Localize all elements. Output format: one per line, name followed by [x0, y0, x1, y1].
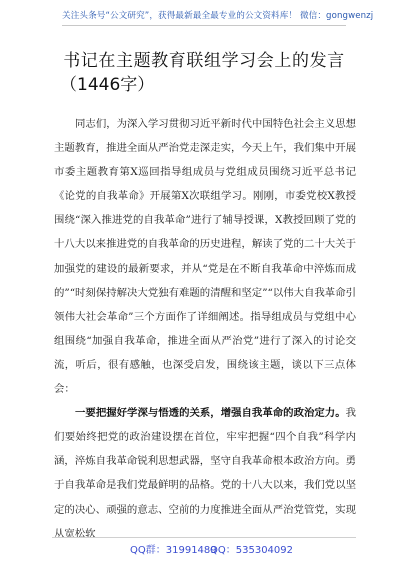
footer-qq-contact: QQ：535304092	[210, 545, 294, 556]
header-banner	[62, 5, 374, 26]
footer-divider	[52, 537, 356, 538]
header-banner-text: 关注头条号“公文研究”，获得最新最全最专业的公文资料库！ 微信：gongwenzj	[62, 11, 374, 21]
section-1-body: 我们要始终把党的政治建设摆在首位，牢牢把握“四个自我”科学内涵，淬炼自我革命锐利思想武器，坚守自我革命根本政治方向。勇于自我革命是我们党最鲜明的品格。党的十八大以来，我们党以坚定的决心、顽强的意志、空前的力度推进全面从严治党管党，实现从宽松软	[54, 407, 356, 540]
opening-paragraph: 同志们，为深入学习贯彻习近平新时代中国特色社会主义思想主题教育，推进全面从严治党走深走实，今天上午，我们集中开展市委主题教育第X巡回指导组成员与党组成员围绕习近平总书记《论党的自我革命》开展第X次联组学习。刚刚，市委党校X教授围绕“深入推进党的自我革命”进行了辅导授课，X教授回顾了党的十八大以来推进党的自我革命的历史进程，解读了党的二十大关于加强党的建设的最新要求，并从“党是在不断自我革命中淬炼而成的”“时刻保持解决大党独有难题的清醒和坚定”“以伟大自我革命引领伟大社会革命”三个方面作了详细阐述。指导组成员与党组中心组围绕“加强自我革命，推进全面从严治党”进行了深入的讨论交流，听后，很有感触，也深受启发，围绕该主题，谈以下三点体会：	[54, 118, 356, 396]
footer-qq-group: QQ群：31991489	[130, 545, 217, 556]
section-1-paragraph	[54, 401, 356, 546]
document-body	[54, 112, 356, 546]
footer	[0, 541, 408, 555]
document-word-count: （1446字）	[60, 75, 155, 95]
document-title: 书记在主题教育联组学习会上的发言	[63, 51, 345, 71]
section-1-heading: 一要把握好学深与悟透的关系，增强自我革命的政治定力。	[75, 407, 346, 420]
